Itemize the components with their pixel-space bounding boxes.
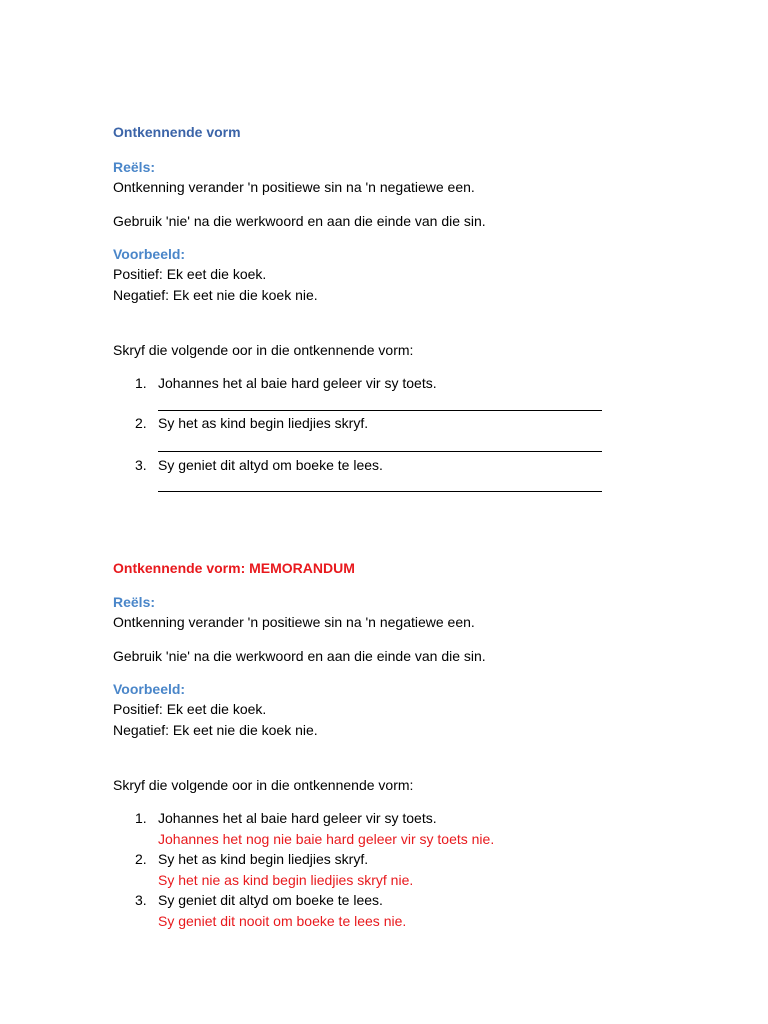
- memorandum-rules-line2: Gebruik 'nie' na die werkwoord en aan die einde van die sin.: [113, 648, 486, 664]
- memorandum-item-answer: Johannes het nog nie baie hard geleer vir sy toets nie.: [158, 831, 495, 847]
- exercise-item-text: Sy geniet dit altyd om boeke te lees.: [158, 457, 383, 473]
- exercise-instruction: Skryf die volgende oor in die ontkennende vorm:: [113, 342, 414, 358]
- memorandum-item-text: Johannes het al baie hard geleer vir sy toets.: [158, 810, 437, 826]
- memorandum-instruction: Skryf die volgende oor in die ontkennende vorm:: [113, 777, 414, 793]
- answer-blank-line: [158, 451, 602, 452]
- exercise-rules-label: Reëls:: [113, 159, 156, 175]
- memorandum-example-negative: Negatief: Ek eet nie die koek nie.: [113, 722, 318, 738]
- exercise-item-number: 2.: [135, 415, 147, 431]
- answer-blank-line: [158, 410, 602, 411]
- exercise-example-positive: Positief: Ek eet die koek.: [113, 266, 267, 282]
- answer-blank-line: [158, 491, 602, 492]
- memorandum-item-number: 3.: [135, 892, 147, 908]
- exercise-rules-line1: Ontkenning verander 'n positiewe sin na 'n negatiewe een.: [113, 179, 475, 195]
- exercise-example-label: Voorbeeld:: [113, 246, 186, 262]
- exercise-rules-line2: Gebruik 'nie' na die werkwoord en aan die einde van die sin.: [113, 213, 486, 229]
- memorandum-item-text: Sy het as kind begin liedjies skryf.: [158, 851, 369, 867]
- memorandum-title: Ontkennende vorm: MEMORANDUM: [113, 560, 355, 576]
- memorandum-rules-line1: Ontkenning verander 'n positiewe sin na 'n negatiewe een.: [113, 614, 475, 630]
- memorandum-item-number: 2.: [135, 851, 147, 867]
- exercise-item-text: Johannes het al baie hard geleer vir sy toets.: [158, 375, 437, 391]
- exercise-item-number: 1.: [135, 375, 147, 391]
- exercise-item-text: Sy het as kind begin liedjies skryf.: [158, 415, 369, 431]
- exercise-example-negative: Negatief: Ek eet nie die koek nie.: [113, 287, 318, 303]
- exercise-item-number: 3.: [135, 457, 147, 473]
- memorandum-item-number: 1.: [135, 810, 147, 826]
- memorandum-example-positive: Positief: Ek eet die koek.: [113, 701, 267, 717]
- memorandum-item-answer: Sy het nie as kind begin liedjies skryf nie.: [158, 872, 414, 888]
- memorandum-rules-label: Reëls:: [113, 594, 156, 610]
- exercise-title: Ontkennende vorm: [113, 124, 241, 140]
- memorandum-item-answer: Sy geniet dit nooit om boeke te lees nie.: [158, 913, 407, 929]
- memorandum-example-label: Voorbeeld:: [113, 681, 186, 697]
- memorandum-item-text: Sy geniet dit altyd om boeke te lees.: [158, 892, 383, 908]
